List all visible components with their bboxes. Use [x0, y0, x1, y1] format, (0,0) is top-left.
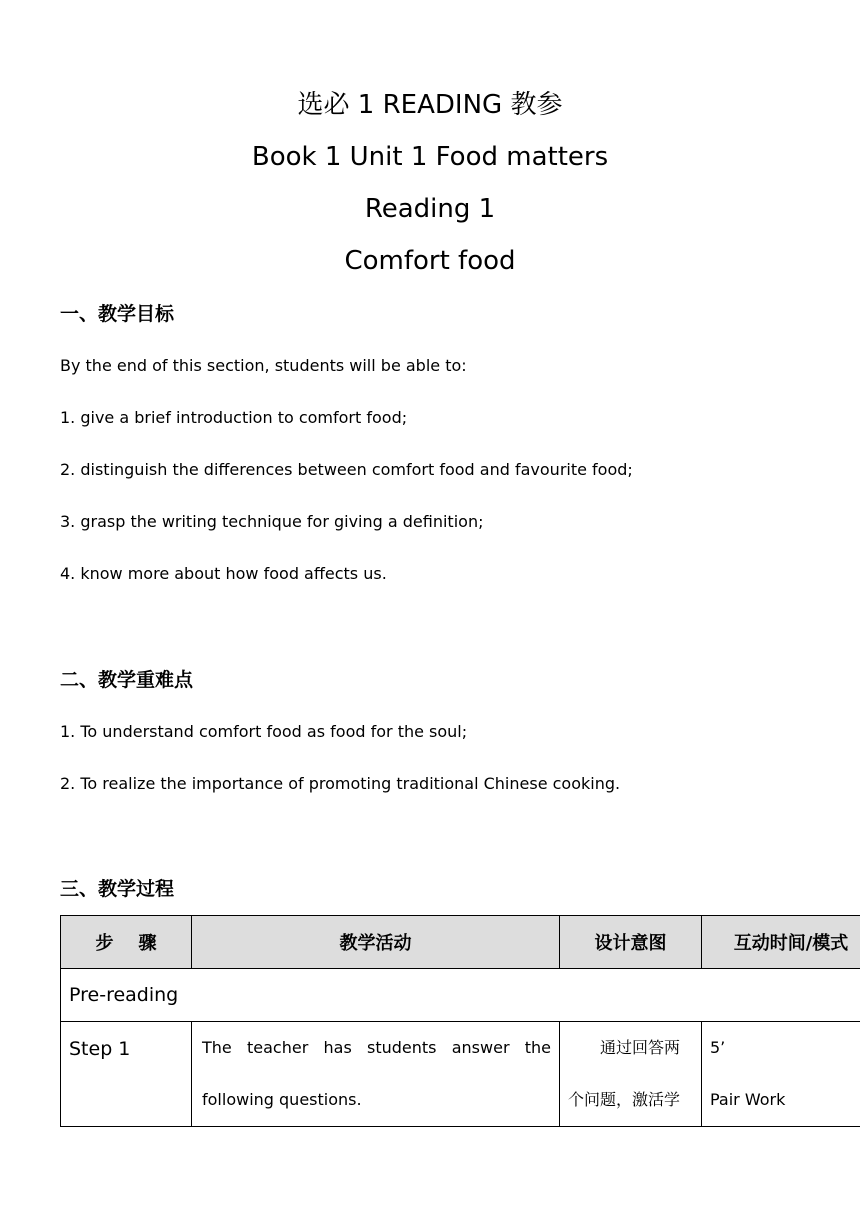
table-header-row	[61, 916, 860, 969]
time-mode-cell	[702, 1022, 860, 1127]
activity-text-line: The teacher has students answer the	[202, 1038, 551, 1057]
doc-title-line1: 选必 1 READING 教参	[297, 90, 563, 120]
objectives-intro: By the end of this section, students will be able to:	[60, 356, 467, 375]
doc-title-line4: Comfort food	[344, 246, 516, 276]
teaching-process-table	[60, 915, 860, 1127]
stage-label: Pre-reading	[61, 969, 860, 1022]
intent-text-line: 个问题，激活学	[568, 1090, 681, 1109]
key-point-item: 2. To realize the importance of promoting traditional Chinese cooking.	[60, 774, 621, 793]
header-step: 步 骤	[61, 916, 192, 969]
table-stage-row	[61, 969, 860, 1022]
activity-cell	[192, 1022, 560, 1127]
doc-title-line2: Book 1 Unit 1 Food matters	[251, 142, 609, 172]
time-value: 5’	[710, 1038, 726, 1057]
header-activity: 教学活动	[192, 916, 560, 969]
objective-item: 3. grasp the writing technique for giving a definition;	[60, 512, 484, 531]
section-heading-process: 三、教学过程	[60, 878, 175, 900]
section-heading-objectives: 一、教学目标	[60, 303, 175, 325]
objective-item: 1. give a brief introduction to comfort food;	[60, 408, 408, 427]
key-point-item: 1. To understand comfort food as food for the soul;	[60, 722, 468, 741]
step-label: Step 1	[61, 1022, 192, 1127]
header-intent: 设计意图	[560, 916, 702, 969]
section-heading-key-points: 二、教学重难点	[60, 669, 194, 691]
objective-item: 4. know more about how food affects us.	[60, 564, 387, 583]
doc-title-line3: Reading 1	[364, 194, 496, 224]
intent-cell	[560, 1022, 702, 1127]
table-row	[61, 1022, 860, 1127]
header-time-mode: 互动时间/模式	[702, 916, 860, 969]
activity-text-line: following questions.	[202, 1090, 362, 1109]
intent-text-line: 通过回答两	[600, 1038, 681, 1057]
objective-item: 2. distinguish the differences between comfort food and favourite food;	[60, 460, 633, 479]
mode-value: Pair Work	[710, 1090, 786, 1109]
